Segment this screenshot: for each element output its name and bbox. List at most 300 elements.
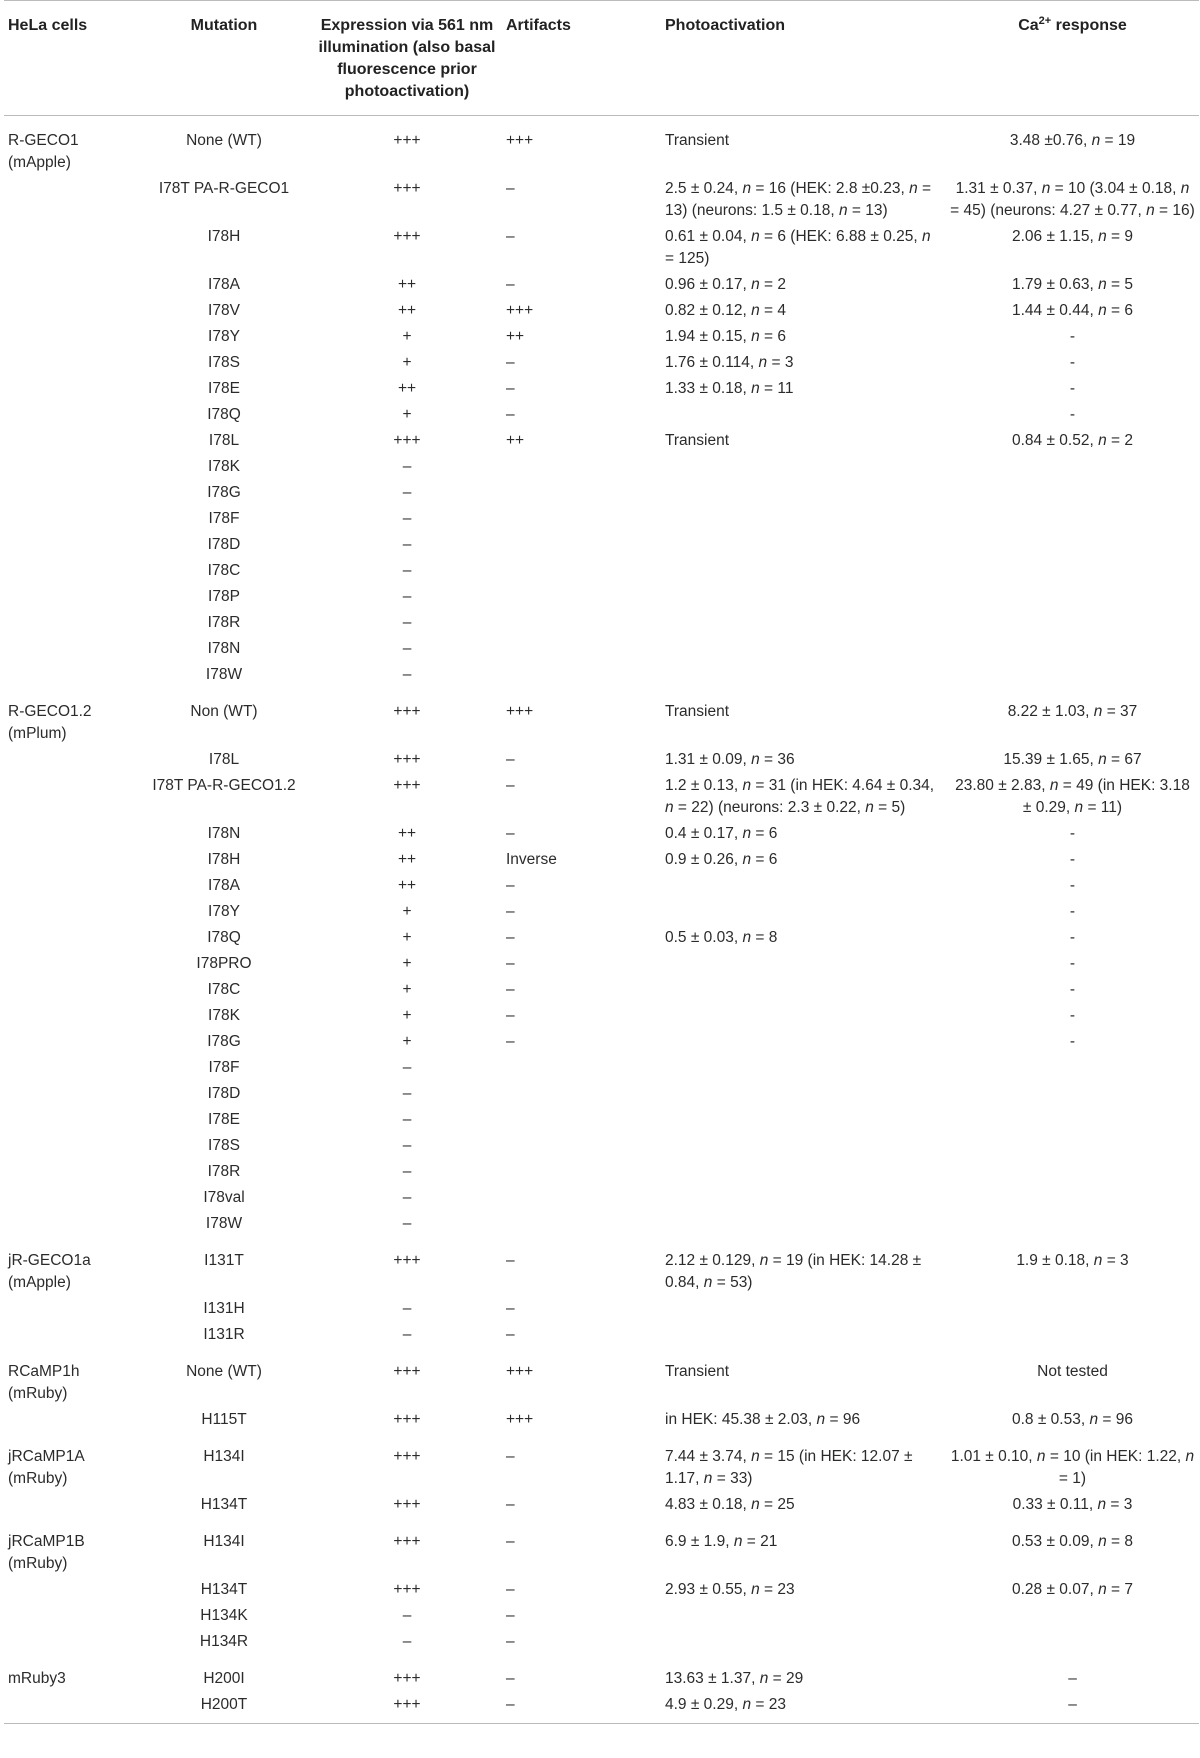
artifacts-cell: – [506, 406, 515, 423]
mutation-cell: I78C [207, 981, 241, 998]
ca-response-cell: - [1069, 903, 1076, 920]
expression-cell: ++ [397, 877, 417, 894]
cell-line-name [4, 820, 136, 846]
artifacts-cell: – [506, 380, 515, 397]
ca-response-cell [946, 635, 1199, 661]
mutation-cell: I78D [207, 1085, 241, 1102]
table-row [4, 1158, 1199, 1184]
table-row [4, 976, 1199, 1002]
photoactivation-cell: 1.33 ± 0.18, n = 11 [665, 380, 794, 397]
ca-response-cell [946, 557, 1199, 583]
cell-line-name [4, 1406, 136, 1432]
header-photoactivation: Photoactivation [661, 1, 946, 116]
header-expression: Expression via 561 nm illumination (also basal fluorescence prior photoactivation) [312, 1, 502, 116]
ca-response-cell [946, 661, 1199, 687]
ca-response-cell: 0.84 ± 0.52, n = 2 [1012, 432, 1133, 449]
expression-cell: +++ [393, 1581, 421, 1598]
cell-line-name [4, 898, 136, 924]
cell-line-name [4, 531, 136, 557]
photoactivation-cell [661, 1628, 946, 1654]
table-row [4, 772, 1199, 820]
cell-line-name [4, 1210, 136, 1236]
cell-line-name: jRCaMP1A (mRuby) [8, 1448, 84, 1487]
expression-cell: +++ [393, 703, 421, 720]
expression-cell: +++ [393, 180, 421, 197]
expression-cell: + [402, 406, 412, 423]
photoactivation-cell: 1.94 ± 0.15, n = 6 [665, 328, 786, 345]
ca-response-cell: Not tested [1037, 1363, 1108, 1380]
photoactivation-cell: 0.96 ± 0.17, n = 2 [665, 276, 786, 293]
mutation-cell: None (WT) [186, 132, 262, 149]
photoactivation-cell: 7.44 ± 3.74, n = 15 (in HEK: 12.07 ± 1.17, n = 33) [665, 1448, 913, 1487]
mutation-cell: I78Q [207, 406, 241, 423]
ca-response-cell [946, 453, 1199, 479]
ca-response-cell [946, 1210, 1199, 1236]
table-row [4, 223, 1199, 271]
photoactivation-cell [661, 453, 946, 479]
cell-line-name [4, 297, 136, 323]
mutation-cell: I78T PA-R-GECO1.2 [152, 777, 296, 794]
cell-line-name [4, 1321, 136, 1347]
table-row [4, 375, 1199, 401]
mutation-cell: I78L [208, 751, 240, 768]
ca-response-cell: 1.01 ± 0.10, n = 10 (in HEK: 1.22, n = 1) [950, 1448, 1195, 1487]
artifacts-cell [502, 583, 661, 609]
table-row [4, 1184, 1199, 1210]
ca-response-cell: 0.33 ± 0.11, n = 3 [1012, 1496, 1133, 1513]
table-row [4, 531, 1199, 557]
ca-response-cell [946, 1184, 1199, 1210]
expression-cell: +++ [393, 1670, 421, 1687]
artifacts-cell: – [506, 228, 515, 245]
photoactivation-cell: 0.61 ± 0.04, n = 6 (HEK: 6.88 ± 0.25, n = 125) [665, 228, 931, 267]
table-row [4, 1236, 1199, 1295]
photoactivation-cell [661, 950, 946, 976]
artifacts-cell: – [506, 276, 515, 293]
expression-cell: – [402, 458, 412, 475]
cell-line-name [4, 950, 136, 976]
expression-cell: +++ [393, 1252, 421, 1269]
expression-cell: – [402, 1059, 412, 1076]
mutation-cell: I78H [207, 228, 241, 245]
ca-response-cell [946, 505, 1199, 531]
artifacts-cell: ++ [506, 432, 525, 449]
ca-response-cell: - [1069, 406, 1076, 423]
photoactivation-cell: 4.9 ± 0.29, n = 23 [661, 1691, 946, 1724]
table-row [4, 505, 1199, 531]
photoactivation-cell [661, 1321, 946, 1347]
photoactivation-cell [661, 401, 946, 427]
expression-cell: – [402, 588, 412, 605]
mutation-cell: I78A [208, 276, 240, 293]
ca-response-cell: 0.8 ± 0.53, n = 96 [1012, 1411, 1133, 1428]
artifacts-cell [502, 1132, 661, 1158]
table-header-row [4, 1, 1199, 116]
ca-response-cell: – [946, 1691, 1199, 1724]
cell-line-name [4, 375, 136, 401]
mutation-cell: I78W [205, 666, 243, 683]
expression-cell: + [402, 929, 412, 946]
photoactivation-cell [661, 1002, 946, 1028]
mutation-cell: I78T PA-R-GECO1 [158, 180, 290, 197]
ca-response-cell [946, 531, 1199, 557]
photoactivation-cell [661, 609, 946, 635]
table-row [4, 609, 1199, 635]
expression-cell: + [402, 981, 412, 998]
photoactivation-cell: 1.76 ± 0.114, n = 3 [665, 354, 794, 371]
mutation-cell: I131H [203, 1300, 245, 1317]
ca-response-cell [946, 1628, 1199, 1654]
cell-line-name [4, 583, 136, 609]
table-row [4, 297, 1199, 323]
expression-cell: +++ [393, 1448, 421, 1465]
expression-cell: +++ [393, 1533, 421, 1550]
artifacts-cell: +++ [506, 132, 534, 149]
mutation-cell: I78Y [208, 328, 240, 345]
table-row [4, 1295, 1199, 1321]
artifacts-cell: – [506, 180, 515, 197]
ca-response-cell: - [1069, 1033, 1076, 1050]
photoactivation-cell: 2.93 ± 0.55, n = 23 [665, 1581, 795, 1598]
header-ca-response [946, 1, 1199, 116]
mutation-cell: I78R [207, 1163, 241, 1180]
artifacts-cell: +++ [506, 703, 534, 720]
ca-response-cell [946, 1602, 1199, 1628]
artifacts-cell: – [506, 1533, 515, 1550]
expression-cell: – [402, 1163, 412, 1180]
mutation-cell: I78val [203, 1189, 245, 1206]
table-row [4, 1517, 1199, 1576]
photoactivation-cell [661, 557, 946, 583]
table-row [4, 872, 1199, 898]
cell-line-name: jR-GECO1a (mApple) [8, 1252, 91, 1291]
ca-response-cell: 8.22 ± 1.03, n = 37 [1007, 703, 1138, 720]
expression-cell: +++ [393, 132, 421, 149]
artifacts-cell: – [506, 825, 515, 842]
table-row [4, 687, 1199, 746]
photoactivation-cell: 0.82 ± 0.12, n = 4 [665, 302, 786, 319]
ca-response-cell: - [1069, 354, 1076, 371]
table-row [4, 950, 1199, 976]
cell-line-name [4, 223, 136, 271]
mutation-cell: I78Y [208, 903, 240, 920]
expression-cell: – [402, 536, 412, 553]
artifacts-cell: – [506, 1007, 515, 1024]
table-row [4, 479, 1199, 505]
mutation-cell: None (WT) [186, 1363, 262, 1380]
expression-cell: – [402, 1607, 412, 1624]
table-row [4, 820, 1199, 846]
expression-cell: + [402, 328, 412, 345]
table-row [4, 557, 1199, 583]
cell-line-name [4, 872, 136, 898]
artifacts-cell: – [506, 877, 515, 894]
photoactivation-cell [661, 898, 946, 924]
photoactivation-cell: 4.83 ± 0.18, n = 25 [665, 1496, 795, 1513]
expression-cell: – [402, 510, 412, 527]
expression-cell: – [402, 1215, 412, 1232]
mutation-cell: H134T [200, 1496, 248, 1513]
cell-line-name [4, 1002, 136, 1028]
photoactivation-cell [661, 1184, 946, 1210]
artifacts-cell: – [506, 751, 515, 768]
cell-line-name: R-GECO1 (mApple) [8, 132, 79, 171]
ca-response-cell: 1.9 ± 0.18, n = 3 [1016, 1252, 1129, 1269]
ca-response-cell [946, 1054, 1199, 1080]
ca-response-cell [946, 1132, 1199, 1158]
table-row [4, 1210, 1199, 1236]
cell-line-name [4, 924, 136, 950]
table-row [4, 271, 1199, 297]
cell-line-name [4, 976, 136, 1002]
ca-response-cell: 23.80 ± 2.83, n = 49 (in HEK: 3.18 ± 0.29, n = 11) [955, 777, 1190, 816]
cell-line-name [4, 1054, 136, 1080]
ca-response-cell [946, 479, 1199, 505]
table-row [4, 898, 1199, 924]
mutation-cell: I78Q [207, 929, 241, 946]
photoactivation-cell [661, 1295, 946, 1321]
cell-line-name [4, 772, 136, 820]
cell-line-name [4, 1184, 136, 1210]
ca-response-cell [946, 609, 1199, 635]
photoactivation-cell: 1.31 ± 0.09, n = 36 [665, 751, 795, 768]
expression-cell: +++ [393, 1411, 421, 1428]
expression-cell: – [402, 1085, 412, 1102]
photoactivation-cell: 2.12 ± 0.129, n = 19 (in HEK: 14.28 ± 0.84, n = 53) [665, 1252, 922, 1291]
ca-response-cell: 1.44 ± 0.44, n = 6 [1012, 302, 1133, 319]
photoactivation-cell: 0.5 ± 0.03, n = 8 [665, 929, 778, 946]
photoactivation-cell: Transient [665, 703, 730, 720]
mutation-cell: I78S [208, 1137, 240, 1154]
table-row [4, 116, 1199, 176]
cell-line-name [4, 635, 136, 661]
artifacts-cell [502, 531, 661, 557]
ca-response-cell: - [1069, 328, 1076, 345]
mutation-cell: H134R [199, 1633, 249, 1650]
expression-cell: + [402, 1007, 412, 1024]
expression-cell: ++ [397, 276, 417, 293]
table-row [4, 1028, 1199, 1054]
cell-line-name [4, 1158, 136, 1184]
artifacts-cell: +++ [506, 1363, 534, 1380]
artifacts-cell: – [506, 1252, 515, 1269]
expression-cell: ++ [397, 851, 417, 868]
artifacts-cell: – [506, 1633, 515, 1650]
cell-line-name: jRCaMP1B (mRuby) [8, 1533, 85, 1572]
mutation-cell: Non (WT) [190, 703, 258, 720]
artifacts-cell [502, 1080, 661, 1106]
cell-line-name [4, 557, 136, 583]
expression-cell: – [402, 666, 412, 683]
mutation-cell: H134T [200, 1581, 248, 1598]
ca-response-cell: - [1069, 955, 1076, 972]
expression-cell: – [402, 1111, 412, 1128]
photoactivation-cell [661, 976, 946, 1002]
cell-line-name [4, 609, 136, 635]
ca-response-cell: 2.06 ± 1.15, n = 9 [1012, 228, 1133, 245]
ca-response-cell: 15.39 ± 1.65, n = 67 [1003, 751, 1142, 768]
mutation-cell: I78L [208, 432, 240, 449]
mutation-cell: I78W [205, 1215, 243, 1232]
expression-cell: – [402, 1326, 412, 1343]
photoactivation-cell: 1.2 ± 0.13, n = 31 (in HEK: 4.64 ± 0.34, n = 22) (neurons: 2.3 ± 0.22, n = 5) [665, 777, 935, 816]
expression-cell: +++ [393, 228, 421, 245]
expression-cell: +++ [393, 751, 421, 768]
mutation-cell: I78A [208, 877, 240, 894]
expression-cell: ++ [397, 825, 417, 842]
artifacts-cell [502, 453, 661, 479]
table-row [4, 1406, 1199, 1432]
table-row [4, 1347, 1199, 1406]
cell-line-name [4, 846, 136, 872]
expression-cell: – [402, 562, 412, 579]
artifacts-cell: – [506, 1326, 515, 1343]
table-row [4, 924, 1199, 950]
table-row [4, 846, 1199, 872]
table-row [4, 401, 1199, 427]
artifacts-cell: – [506, 1581, 515, 1598]
mutation-cell: I78K [208, 1007, 240, 1024]
expression-cell: + [402, 1033, 412, 1050]
photoactivation-cell [661, 1132, 946, 1158]
table-row [4, 1432, 1199, 1491]
table-row [4, 1491, 1199, 1517]
artifacts-cell: – [506, 955, 515, 972]
cell-line-name [4, 401, 136, 427]
expression-cell: – [402, 640, 412, 657]
header-hela-cells: HeLa cells [4, 1, 136, 116]
artifacts-cell: – [506, 1033, 515, 1050]
table-row [4, 349, 1199, 375]
mutation-cell: H200I [203, 1670, 245, 1687]
table-row [4, 1054, 1199, 1080]
mutation-cell: H134K [200, 1607, 248, 1624]
cell-line-name [4, 1628, 136, 1654]
ca-response-cell: 3.48 ±0.76, n = 19 [1009, 132, 1136, 149]
table-body [4, 116, 1199, 1724]
mutation-cell: I78S [208, 354, 240, 371]
artifacts-cell: – [506, 1448, 515, 1465]
photoactivation-cell: Transient [665, 432, 730, 449]
mutation-cell: I78C [207, 562, 241, 579]
photoactivation-cell [661, 635, 946, 661]
artifacts-cell [502, 635, 661, 661]
cell-line-name [4, 427, 136, 453]
header-ca-suffix: response [1051, 17, 1127, 34]
artifacts-cell [502, 479, 661, 505]
expression-cell: +++ [393, 1496, 421, 1513]
artifacts-cell: – [502, 1691, 661, 1724]
cell-line-name: mRuby3 [8, 1670, 66, 1687]
cell-line-name: R-GECO1.2 (mPlum) [8, 703, 92, 742]
cell-line-name [4, 746, 136, 772]
cell-line-name [4, 661, 136, 687]
photoactivation-cell [661, 531, 946, 557]
ca-response-cell: 0.53 ± 0.09, n = 8 [1012, 1533, 1133, 1550]
photoactivation-cell: 6.9 ± 1.9, n = 21 [665, 1533, 778, 1550]
header-mutation: Mutation [136, 1, 312, 116]
ca-response-cell: 1.79 ± 0.63, n = 5 [1012, 276, 1133, 293]
artifacts-cell: – [506, 903, 515, 920]
expression-cell: ++ [397, 302, 417, 319]
mutation-cell: H115T [201, 1411, 247, 1428]
artifacts-cell [502, 1158, 661, 1184]
artifacts-cell: – [506, 1496, 515, 1513]
cell-line-name [4, 1028, 136, 1054]
mutation-cell: I78F [208, 1059, 240, 1076]
table-row [4, 1691, 1199, 1724]
mutation-cell: I78N [207, 825, 241, 842]
cell-line-name [4, 1132, 136, 1158]
photoactivation-cell: 13.63 ± 1.37, n = 29 [665, 1670, 804, 1687]
mutation-cell: I78R [207, 614, 241, 631]
expression-cell: + [402, 903, 412, 920]
mutation-cell: I78V [208, 302, 240, 319]
mutation-cell: I78H [207, 851, 241, 868]
photoactivation-cell [661, 1158, 946, 1184]
table-row [4, 1132, 1199, 1158]
expression-cell: ++ [397, 380, 417, 397]
table-row [4, 1106, 1199, 1132]
artifacts-cell: – [506, 1300, 515, 1317]
table-row [4, 175, 1199, 223]
table-row [4, 661, 1199, 687]
artifacts-cell: +++ [506, 302, 534, 319]
table-row [4, 583, 1199, 609]
artifacts-cell [502, 1210, 661, 1236]
mutation-cell: I78N [207, 640, 241, 657]
artifacts-cell [502, 609, 661, 635]
ca-response-cell: - [1069, 877, 1076, 894]
artifacts-cell: – [506, 1607, 515, 1624]
cell-line-name [4, 1080, 136, 1106]
ca-response-cell [946, 1106, 1199, 1132]
header-ca-prefix: Ca [1018, 17, 1039, 34]
expression-cell: – [402, 1300, 412, 1317]
mutation-cell: I131T [204, 1252, 244, 1269]
mutation-table [4, 0, 1199, 1724]
mutation-cell: I78P [208, 588, 240, 605]
photoactivation-cell [661, 1028, 946, 1054]
photoactivation-cell [661, 1210, 946, 1236]
mutation-cell: I78G [207, 1033, 241, 1050]
artifacts-cell: – [506, 929, 515, 946]
photoactivation-cell [661, 1602, 946, 1628]
expression-cell: +++ [393, 777, 421, 794]
photoactivation-cell: 0.4 ± 0.17, n = 6 [665, 825, 778, 842]
artifacts-cell [502, 1054, 661, 1080]
cell-line-name [4, 479, 136, 505]
table-row [4, 746, 1199, 772]
ca-response-cell: 1.31 ± 0.37, n = 10 (3.04 ± 0.18, n = 45) (neurons: 4.27 ± 0.77, n = 16) [950, 180, 1195, 219]
expression-cell: + [402, 955, 412, 972]
expression-cell: – [402, 1137, 412, 1154]
photoactivation-cell [661, 1054, 946, 1080]
cell-line-name [4, 453, 136, 479]
mutation-cell: I78K [208, 458, 240, 475]
ca-response-cell: 0.28 ± 0.07, n = 7 [1012, 1581, 1133, 1598]
header-artifacts: Artifacts [502, 1, 661, 116]
artifacts-cell: – [506, 1670, 515, 1687]
cell-line-name [4, 271, 136, 297]
cell-line-name [4, 1691, 136, 1724]
photoactivation-cell: 0.9 ± 0.26, n = 6 [665, 851, 778, 868]
artifacts-cell: +++ [506, 1411, 534, 1428]
ca-response-cell [946, 1295, 1199, 1321]
cell-line-name: RCaMP1h (mRuby) [8, 1363, 80, 1402]
mutation-cell: I78D [207, 536, 241, 553]
table-row [4, 1628, 1199, 1654]
